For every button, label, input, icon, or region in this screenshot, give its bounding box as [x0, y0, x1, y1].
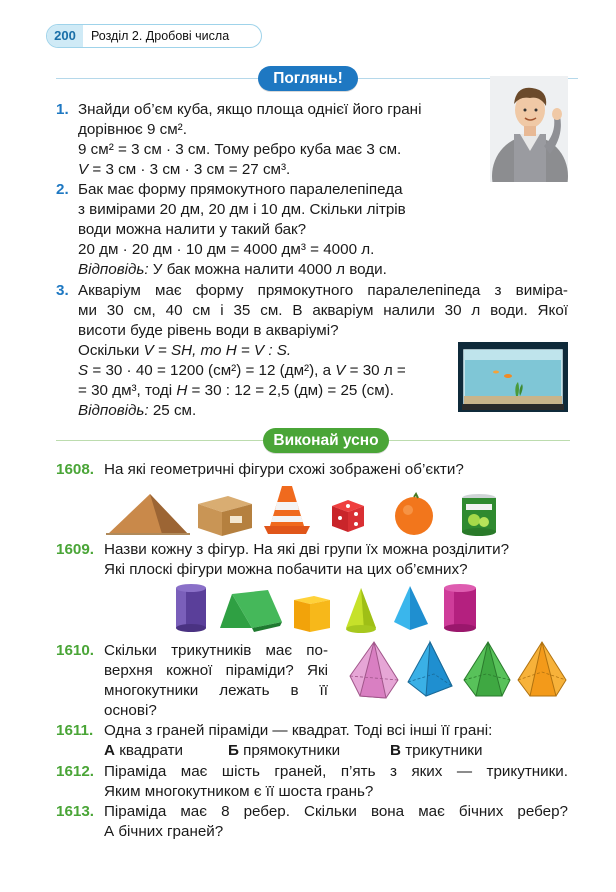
- traffic-cone-photo: [262, 484, 312, 536]
- cone-yellow-green: [342, 586, 380, 636]
- task-text: Піраміда має шість граней, п’ять з яких — трикутники.: [104, 763, 568, 780]
- task-text: Скільки трикутників має по-: [104, 642, 328, 659]
- problem-text: Знайди об’єм куба, якщо площа однієї його грані: [78, 101, 422, 118]
- task-number: 1609.: [56, 541, 95, 558]
- problem-text: висоти буде рівень води в акваріумі?: [78, 322, 339, 339]
- task-text: основі?: [104, 702, 157, 719]
- triangular-prism-green: [216, 588, 284, 634]
- cardboard-box-photo: [194, 492, 254, 538]
- aquarium-photo: [458, 342, 568, 412]
- task-number: 1613.: [56, 803, 95, 820]
- problem-since: Оскільки V = SH, то H = V : S.: [78, 342, 292, 359]
- problem-calc: S = 30 · 40 = 1200 (см²) = 12 (дм²), а V = 30 л =: [78, 362, 406, 379]
- task-number: 1612.: [56, 763, 95, 780]
- task-text: многокутники лежать в її: [104, 682, 328, 699]
- cylinder-magenta: [440, 582, 480, 636]
- square-pyramid-blue: [404, 640, 456, 700]
- task-text: А бічних граней?: [104, 823, 224, 840]
- cylinder-purple: [172, 582, 210, 634]
- page-header: [46, 24, 262, 48]
- task-text: На які геометричні фігури схожі зображені об’єкти?: [104, 461, 464, 478]
- task-text: Яким многокутником є її шоста грань?: [104, 783, 374, 800]
- problem-number: 1.: [56, 101, 69, 118]
- hexagonal-pyramid-pink: [346, 640, 402, 702]
- page-number: 200: [47, 25, 83, 47]
- task-text: Назви кожну з фігур. На які дві групи їх можна розділити?: [104, 541, 510, 558]
- pyramid-photo: [104, 490, 190, 536]
- oral-section-title: Виконай усно: [263, 428, 389, 453]
- pentagonal-pyramid-green: [460, 640, 512, 700]
- pentagonal-pyramid-orange: [514, 640, 568, 700]
- orange-photo: [392, 492, 436, 536]
- problem-text: Акваріум має форму прямокутного паралелепіпеда з виміра-: [78, 282, 568, 299]
- task-number: 1610.: [56, 642, 95, 659]
- problem-answer: Відповідь: У бак можна налити 4000 л води.: [78, 261, 387, 278]
- look-section-title: Поглянь!: [258, 66, 358, 91]
- boy-photo: [490, 76, 568, 182]
- problem-number: 3.: [56, 282, 69, 299]
- problem-text: дорівнює 9 см².: [78, 121, 187, 138]
- task-text: Одна з граней піраміди — квадрат. Тоді всі інші її грані:: [104, 722, 493, 739]
- problem-text: Бак має форму прямокутного паралелепіпеда: [78, 181, 403, 198]
- problem-number: 2.: [56, 181, 69, 198]
- task-number: 1608.: [56, 461, 95, 478]
- answer-option-c: В трикутники: [390, 742, 483, 759]
- answer-option-b: Б прямокутники: [228, 742, 341, 759]
- task-text: Піраміда має 8 ребер. Скільки вона має бічних ребер?: [104, 803, 568, 820]
- tin-can-photo: [458, 492, 500, 538]
- problem-text: 20 дм · 20 дм · 10 дм = 4000 дм³ = 4000 л.: [78, 241, 375, 258]
- problem-answer: Відповідь: 25 см.: [78, 402, 197, 419]
- problem-text: ми 30 см, 40 см і 35 см. В акваріум налили 30 л води. Якої: [78, 302, 568, 319]
- problem-formula: V = 3 см · 3 см · 3 см = 27 см³.: [78, 161, 291, 178]
- problem-text: з вимірами 20 дм, 20 дм і 10 дм. Скільки літрів: [78, 201, 406, 218]
- cube-yellow: [288, 592, 334, 636]
- dice-photo: [328, 496, 368, 536]
- problem-text: води можна налити у такий бак?: [78, 221, 307, 238]
- task-text: Які плоскі фігури можна побачити на цих об’ємних?: [104, 561, 468, 578]
- task-text: верхня кожної піраміди? Які: [104, 662, 328, 679]
- problem-text: 9 см² = 3 см · 3 см. Тому ребро куба має 3 см.: [78, 141, 402, 158]
- section-title: Розділ 2. Дробові числа: [91, 29, 230, 43]
- task-number: 1611.: [56, 722, 94, 739]
- problem-calc: = 30 дм³, тоді H = 30 : 12 = 2,5 (дм) = 25 (см).: [78, 382, 394, 399]
- answer-option-a: А квадрати: [104, 742, 184, 759]
- pyramid-blue: [390, 584, 432, 636]
